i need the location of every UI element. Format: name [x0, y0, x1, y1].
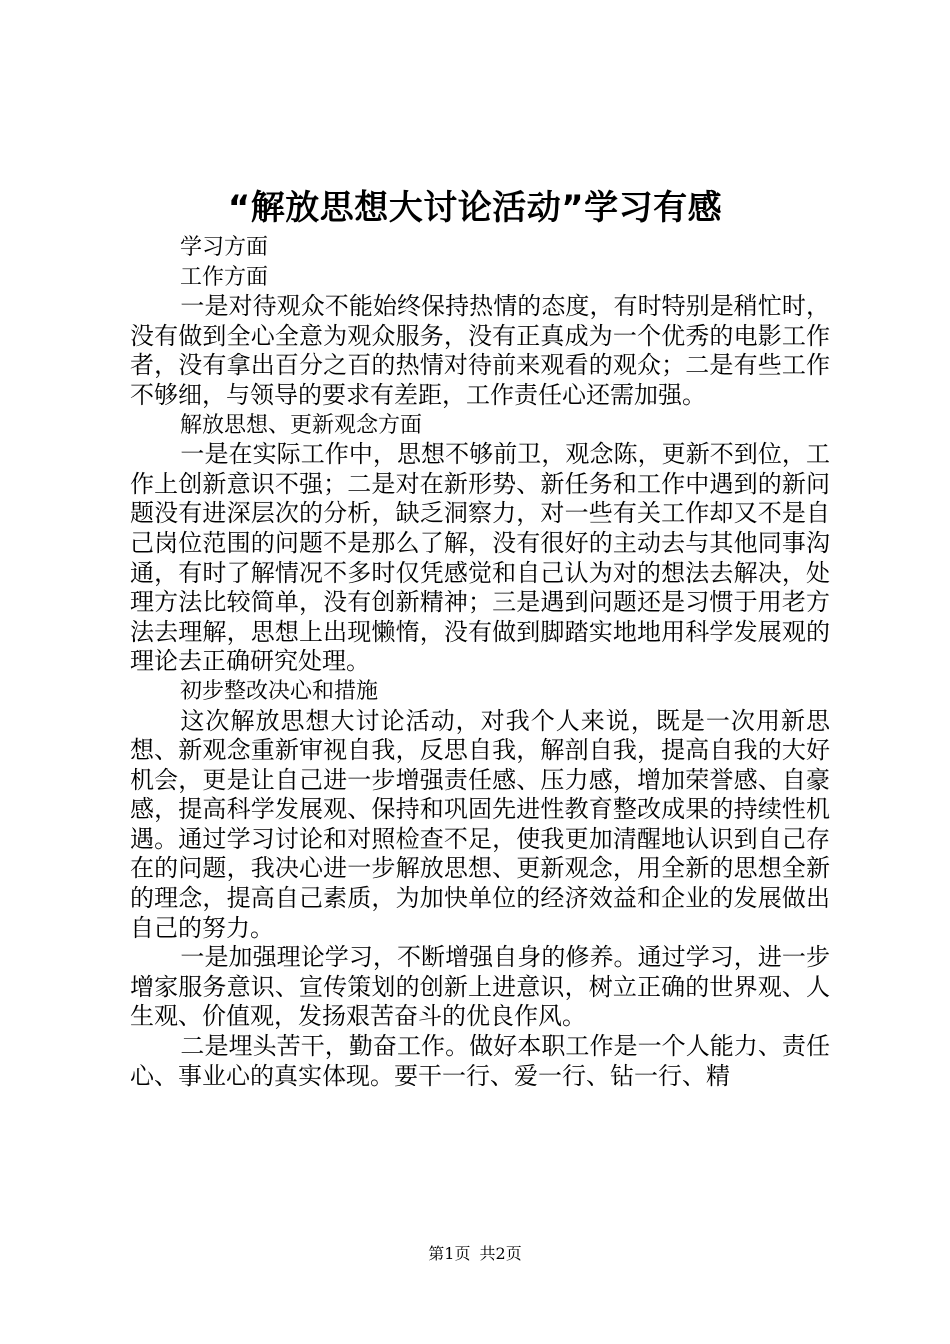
- paragraph-work-issues: 一是对待观众不能始终保持热情的态度，有时特别是稍忙时，没有做到全心全意为观众服务，没有正真成为一个优秀的电影工作者，没有拿出百分之百的热情对待前来观看的观众；二是有些工作不够细，与领导的要求有差距，工作责任心还需加强。: [130, 292, 830, 409]
- document-body: [130, 233, 830, 1091]
- page-total: 共2页: [479, 1244, 522, 1263]
- page-number: 第1页: [428, 1244, 471, 1263]
- paragraph-measure-one: 一是加强理论学习，不断增强自身的修养。通过学习，进一步增家服务意识、宣传策划的创新上进意识，树立正确的世界观、人生观、价值观，发扬艰苦奋斗的优良作风。: [130, 943, 830, 1031]
- page-footer: [0, 1243, 950, 1265]
- section-heading-work: 工作方面: [180, 264, 269, 290]
- paragraph-measure-two: 二是埋头苦干，勤奋工作。做好本职工作是一个人能力、责任心、事业心的真实体现。要干一行、爱一行、钻一行、精: [130, 1032, 830, 1090]
- section-heading-ideas: 解放思想、更新观念方面: [180, 412, 423, 438]
- paragraph-ideas-issues: 一是在实际工作中，思想不够前卫，观念陈，更新不到位，工作上创新意识不强；二是对在新形势、新任务和工作中遇到的新问题没有进深层次的分析，缺乏洞察力，对一些有关工作却又不是自己岗位范围的问题不是那么了解，没有很好的主动去与其他同事沟通，有时了解情况不多时仅凭感觉和自己认为对的想法去解决，处理方法比较简单，没有创新精神；三是遇到问题还是习惯于用老方法去理解，思想上出现懒惰，没有做到脚踏实地地用科学发展观的理论去正确研究处理。: [130, 440, 830, 676]
- paragraph-measures-intro: 这次解放思想大讨论活动，对我个人来说，既是一次用新思想、新观念重新审视自我，反思自我，解剖自我，提高自我的大好机会，更是让自己进一步增强责任感、压力感，增加荣誉感、自豪感，提高科学发展观、保持和巩固先进性教育整改成果的持续性机遇。通过学习讨论和对照检查不足，使我更加清醒地认识到自己存在的问题，我决心进一步解放思想、更新观念，用全新的思想全新的理念，提高自己素质，为加快单位的经济效益和企业的发展做出自己的努力。: [130, 706, 830, 942]
- section-heading-measures: 初步整改决心和措施: [180, 678, 379, 704]
- section-heading-study: 学习方面: [180, 235, 269, 260]
- document-title: “解放思想大讨论活动”学习有感: [227, 188, 723, 228]
